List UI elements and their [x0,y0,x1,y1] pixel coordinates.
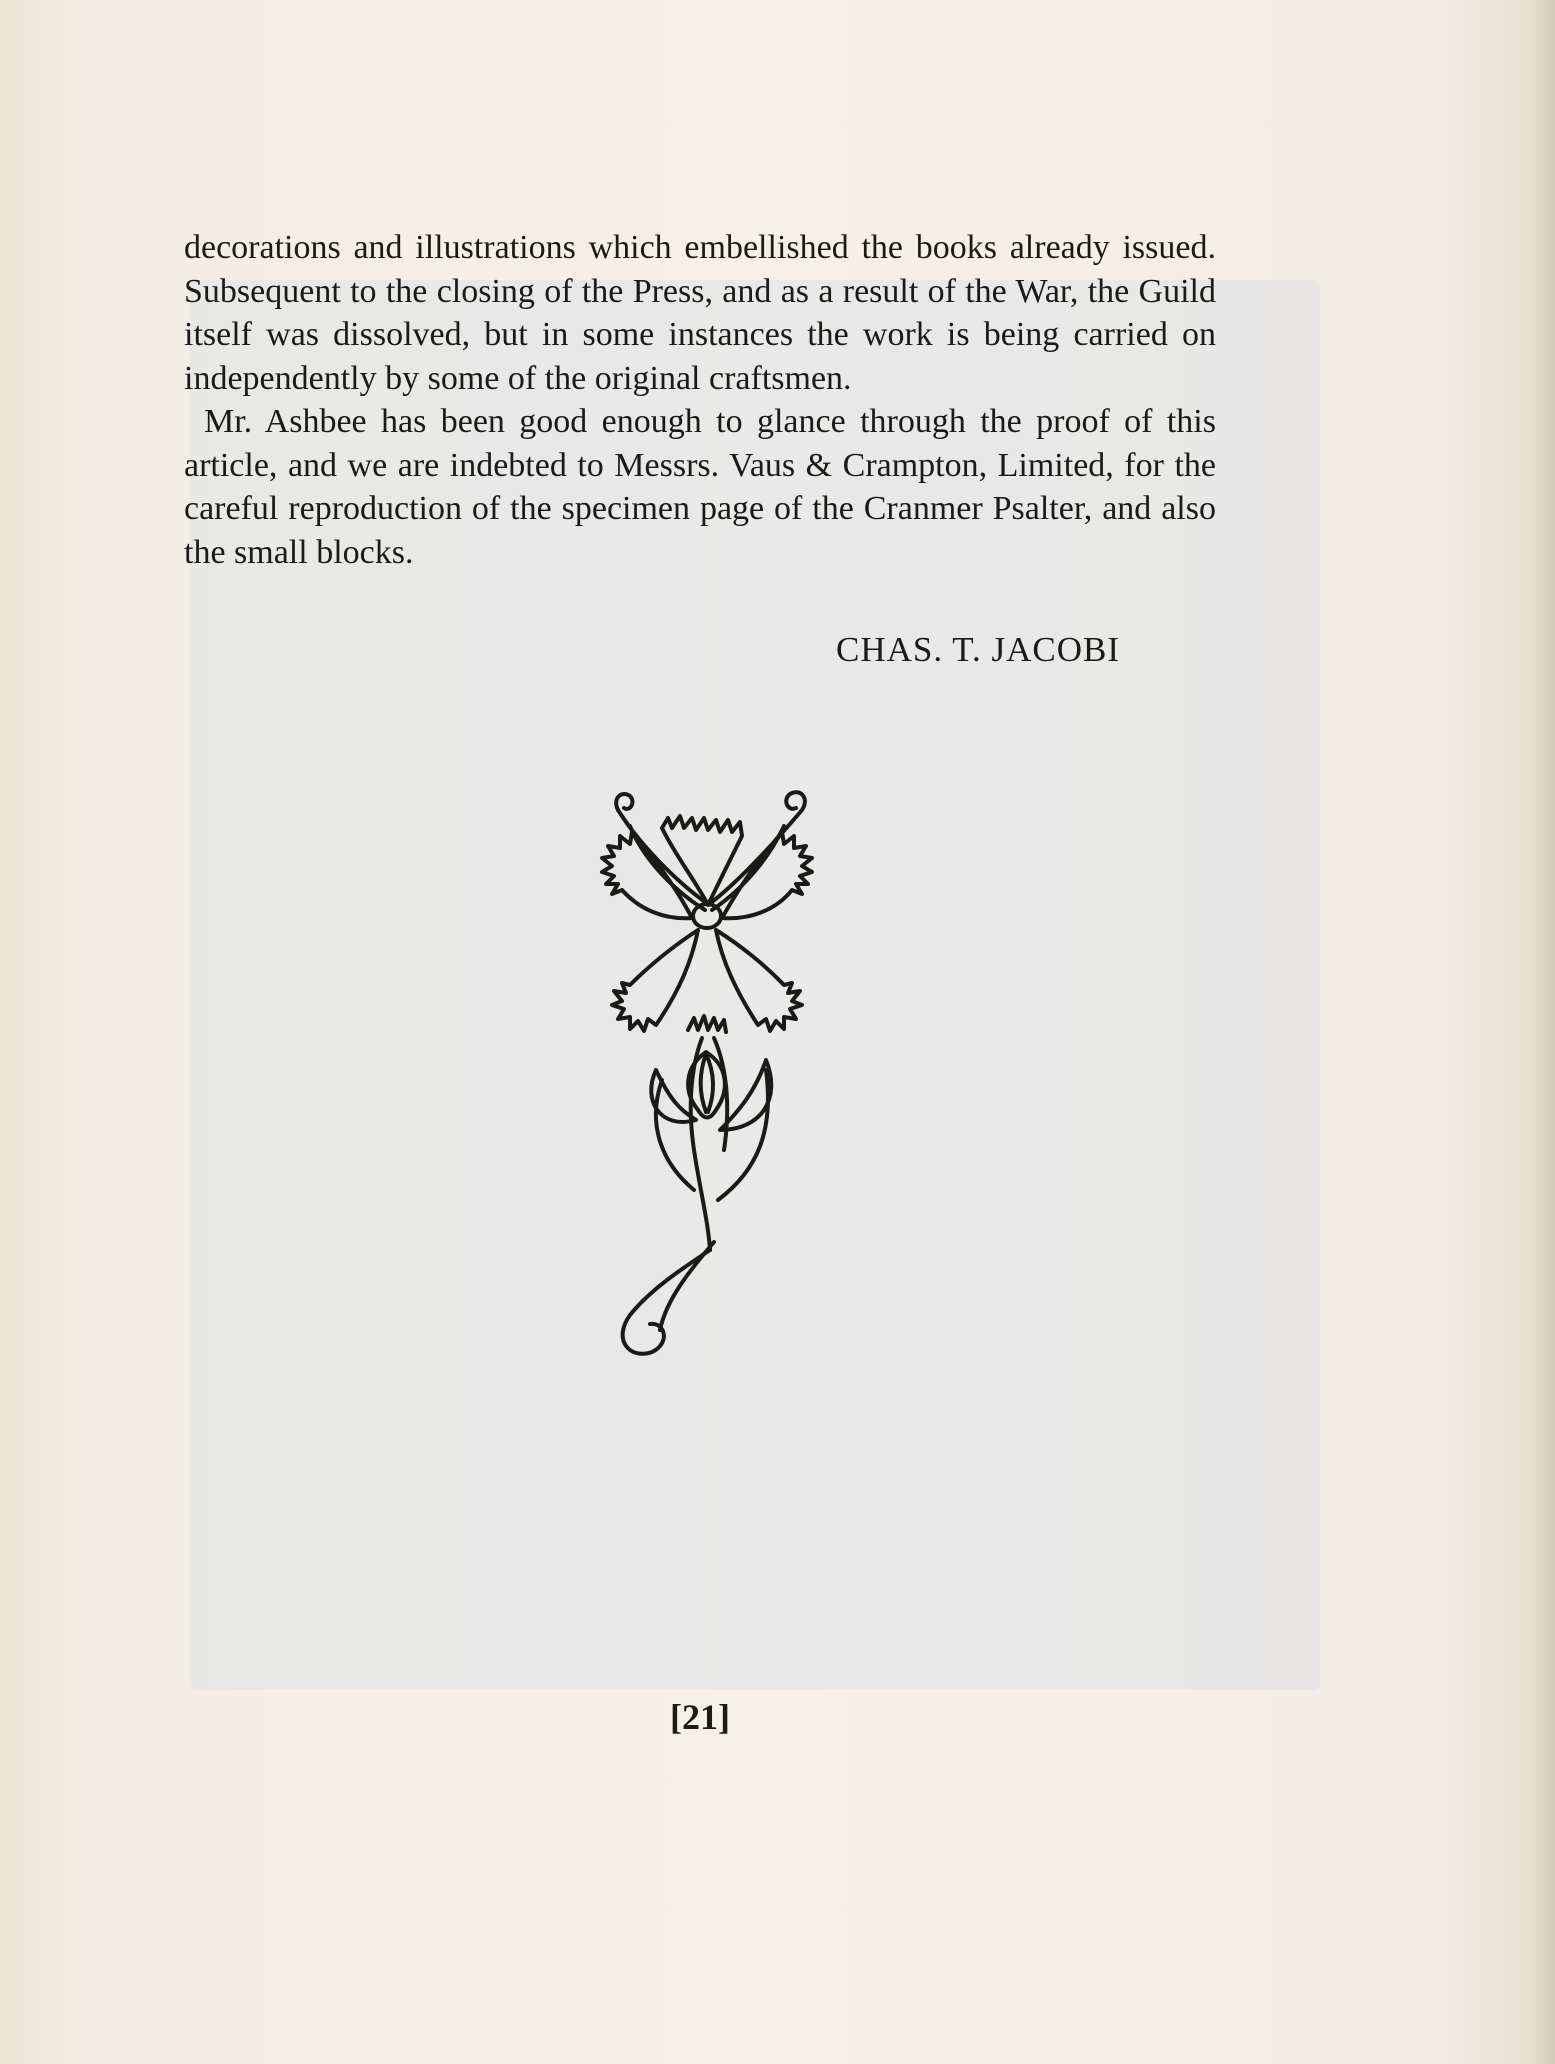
page-number: [21] [670,1697,730,1737]
page-edge-shadow [1527,0,1555,2064]
author-signature: CHAS. T. JACOBI [836,630,1121,669]
article-text [184,226,1216,574]
carnation-flower-ornament-icon [570,770,840,1370]
paragraph-2: Mr. Ashbee has been good enough to glance through the proof of this article, and we are indebted to Messrs. Vaus & Crampton, Limited, for the careful reproduction of the specimen page of the Cranmer Psalter, and also the small blocks. [184,403,1216,571]
paragraph-1: decorations and illustrations which embellished the books already issued. Subsequent to the closing of the Press, and as a result of the War, the Guild itself was dissolved, but in some instances the work is being carried on independently by some of the original craftsmen. [184,229,1216,397]
